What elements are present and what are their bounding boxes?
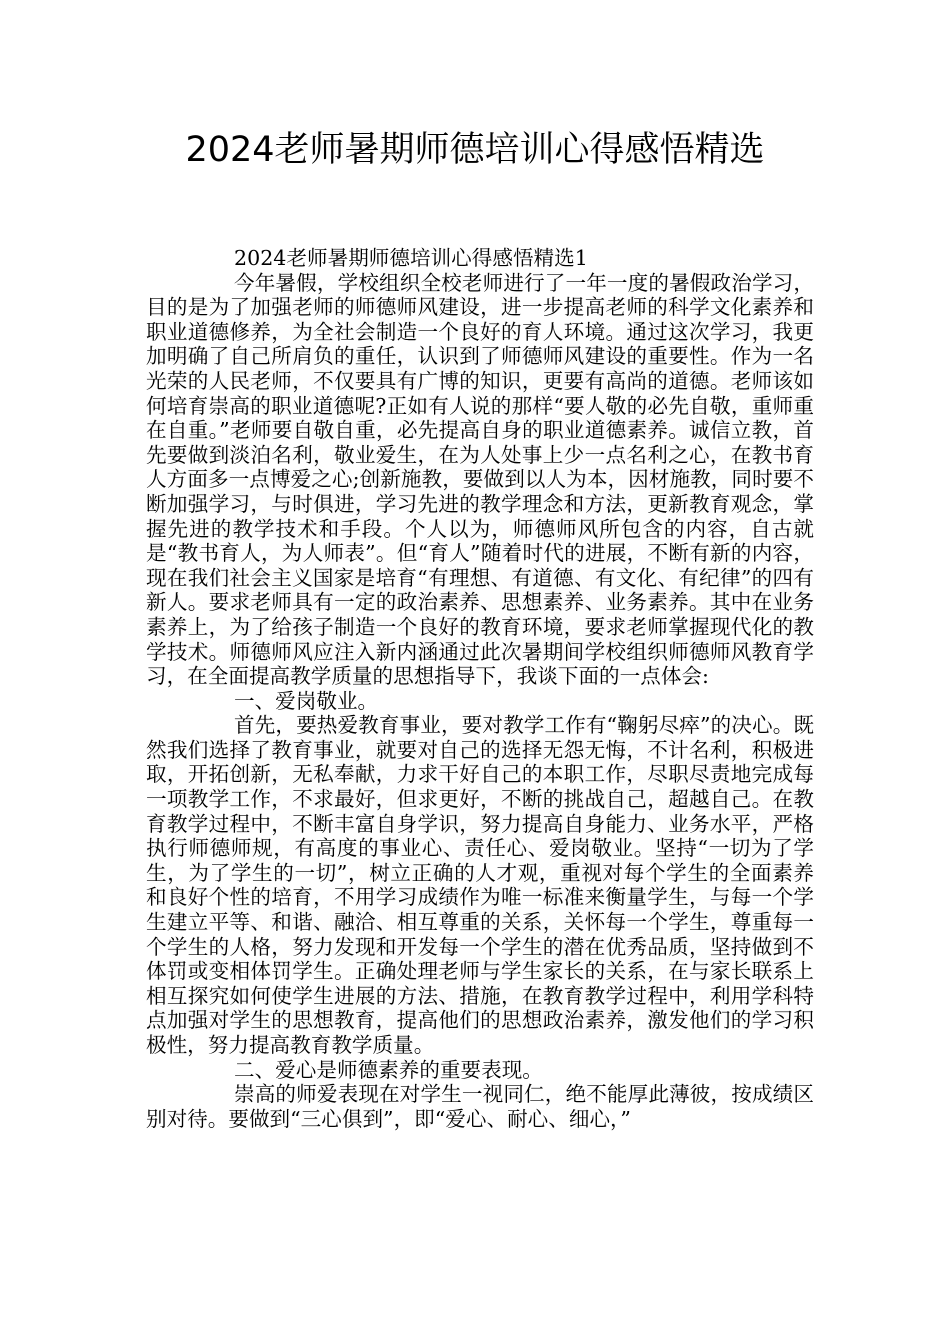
paragraph: 首先，要热爱教育事业，要对教学工作有“鞠躬尽瘁”的决心。既然我们选择了教育事业，就要对自己的选择无怨无悔，不计名利，积极进取，开拓创新，无私奉献，力求干好自己的本职工作，尽职尽责地完成每一项教学工作，不求最好，但求更好，不断的挑战自己，超越自己。在教育教学过程中，不断丰富自身学识，努力提高自身能力、业务水平，严格执行师德师规，有高度的事业心、责任心、爱岗敬业。坚持“一切为了学生，为了学生的一切”，树立正确的人才观，重视对每个学生的全面素养和良好个性的培育，不用学习成绩作为唯一标准来衡量学生，与每一个学生建立平等、和谐、融洽、相互尊重的关系，关怀每一个学生，尊重每一个学生的人格，努力发现和开发每一个学生的潜在优秀品质，坚持做到不体罚或变相体罚学生。正确处理老师与学生家长的关系，在与家长联系上相互探究如何使学生进展的方法、措施，在教育教学过程中，利用学科特点加强对学生的思想教育，提高他们的思想政治素养，激发他们的学习积极性，努力提高教育教学质量。 [146,713,814,1057]
paragraph: 今年暑假，学校组织全校老师进行了一年一度的暑假政治学习，目的是为了加强老师的师德师风建设，进一步提高老师的科学文化素养和职业道德修养，为全社会制造一个良好的育人环境。通过这次学习，我更加明确了自己所肩负的重任，认识到了师德师风建设的重要性。作为一名光荣的人民老师，不仅要具有广博的知识，更要有高尚的道德。老师该如何培育崇高的职业道德呢?正如有人说的那样“要人敬的必先自敬，重师重在自重。”老师要自敬自重，必先提高自身的职业道德素养。诚信立教，首先要做到淡泊名利，敬业爱生，在为人处事上少一点名利之心，在教书育人方面多一点博爱之心;创新施教，要做到以人为本，因材施教，同时要不断加强学习，与时俱进，学习先进的教学理念和方法，更新教育观念，掌握先进的教学技术和手段。个人以为，师德师风所包含的内容，自古就是“教书育人，为人师表”。但“育人”随着时代的进展，不断有新的内容，现在我们社会主义国家是培育“有理想、有道德、有文化、有纪律”的四有新人。要求老师具有一定的政治素养、思想素养、业务素养。其中在业务素养上，为了给孩子制造一个良好的教育环境，要求老师掌握现代化的教学技术。师德师风应注入新内涵通过此次暑期间学校组织师德师风教育学习，在全面提高教学质量的思想指导下，我谈下面的一点体会: [146,270,814,689]
section-heading: 一、爱岗敬业。 [234,688,379,713]
paragraph: 崇高的师爱表现在对学生一视同仁，绝不能厚此薄彼，按成绩区别对待。要做到“三心俱到”，即“爱心、耐心、细心，” [146,1082,814,1131]
section-heading: 二、爱心是师德素养的重要表现。 [234,1057,543,1082]
document-title: 2024老师暑期师德培训心得感悟精选 [185,130,765,170]
section-heading: 2024老师暑期师德培训心得感悟精选1 [234,246,588,270]
document-body [146,246,814,1131]
